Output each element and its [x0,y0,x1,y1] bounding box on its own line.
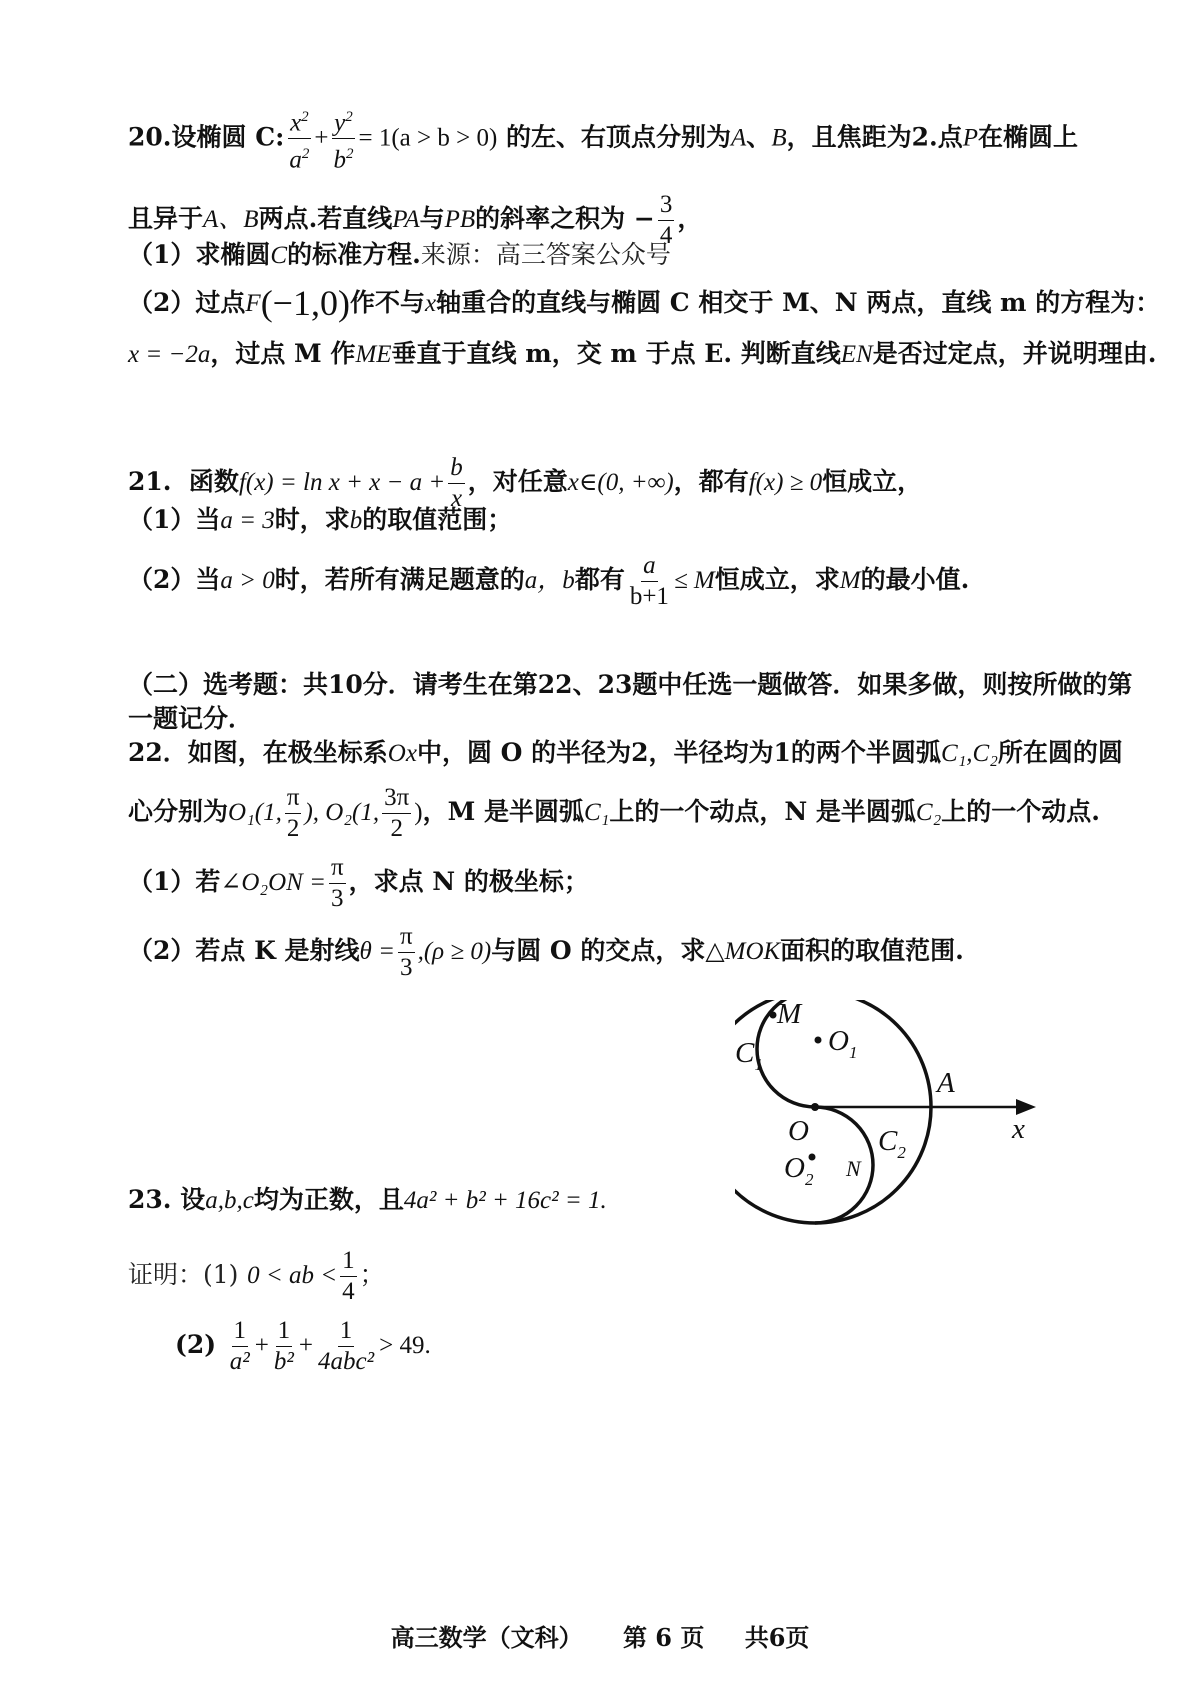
q23-line1: 23. 设a,b,c均为正数，且4a² + b² + 16c² = 1. [128,1185,607,1214]
q20-line1: 20.设椭圆 C: $\frac{x^2}{a^2}$ + $\frac{y^2}{b^2}$ = 1(a > b > 0) 的左、右顶点分别为A、B，且焦距为2.点P在椭圆上 [128,102,1078,176]
point-o [811,1103,819,1111]
label-n: N [846,1156,861,1181]
footer-page: 第 6 页 [622,1623,705,1652]
q22-part1: （1）若∠O₂ON = $\frac{\pi}{3}$ ，求点 N 的极坐标； [128,854,589,912]
q20-line2: 且异于A、B两点.若直线PA与PB的斜率之积为 − $\frac{3}{4}$ ， [128,191,703,249]
q20-slope-frac: $\frac{3}{4}$ [659,191,673,249]
footer-total: 共6页 [744,1623,810,1652]
label-c2: $C_2$ [878,1125,906,1162]
label-x: x [1012,1113,1025,1145]
q21-part2: （2）当a > 0时，若所有满足题意的a，b都有 $\frac{a}{b+1}$ ≤ M恒成立，求M的最小值. [128,552,970,610]
q21-part1: （1）当a = 3时，求b的取值范围； [128,505,513,534]
polar-figure [735,1000,1075,1240]
q20-part1: （1）求椭圆C的标准方程.来源：高三答案公众号 [128,240,671,269]
source-note: 来源：高三答案公众号 [420,240,671,269]
q20-number: 20. [128,122,172,152]
q20-part2-line1: （2）过点F(−1,0)作不与x轴重合的直线与椭圆 C 相交于 M、N 两点，直线 m 的方程为： [128,283,1161,323]
point-o1 [815,1037,822,1044]
q22-line2: 心分别为O₁(1, $\frac{\pi}{2}$ ), O₂(1, $\frac{3\pi}{2}$ )，M 是半圆弧C₁上的一个动点，N 是半圆弧C₂上的一个动点. [128,784,1100,842]
q22-line1: 22．如图，在极坐标系Ox中，圆 O 的半径为2，半径均为1的两个半圆弧C₁,C₂所在圆的圆 [128,738,1123,767]
q20-frac-y: $\frac{y^2}{b^2}$ [331,102,355,176]
q20-part2-line2: x = −2a，过点 M 作ME垂直于直线 m，交 m 于点 E. 判断直线EN是否过定点，并说明理由. [128,339,1157,368]
arc-c2 [815,1107,873,1223]
q23-proof-part2: (2) $\frac{1}{\text{a²}}$ + $\frac{1}{\text{b²}}$ + $\frac{1}{\text{4abc²}}$ > 49. [175,1317,431,1375]
elective-instructions-line1: （二）选考题：共10分．请考生在第22、23题中任选一题做答．如果多做，则按所做的第 [128,670,1133,699]
label-o2: $O_2$ [784,1152,814,1189]
elective-instructions-line2: 一题记分． [128,704,254,733]
point-m [770,1012,777,1019]
footer-subject: 高三数学（文科） [390,1623,583,1652]
label-c1: $C_1$ [735,1037,763,1074]
page-footer [0,1618,1200,1653]
q23-proof-part1: 证明：(1) 0 < ab < $\frac{1}{4}$ ； [128,1247,385,1305]
label-o1: $O_1$ [828,1025,858,1062]
label-m: M [777,1000,802,1030]
point-o2 [809,1154,816,1161]
q21-frac-m: $\frac{a}{b+1}$ [629,552,669,610]
label-o: O [788,1115,809,1147]
q21-line1: 21. 函数f(x) = ln x + x − a + $\frac{b}{x}$ ，对任意x∈(0, +∞)，都有f(x) ≥ 0恒成立， [128,454,923,512]
q21-frac: $\frac{b}{x}$ [450,454,463,512]
label-a: A [937,1067,955,1099]
q20-frac-x: $\frac{x^2}{a^2}$ [287,102,311,176]
q22-part2: （2）若点 K 是射线θ = $\frac{\pi}{3}$ ,(ρ ≥ 0)与圆 O 的交点，求△MOK面积的取值范围. [128,923,964,981]
